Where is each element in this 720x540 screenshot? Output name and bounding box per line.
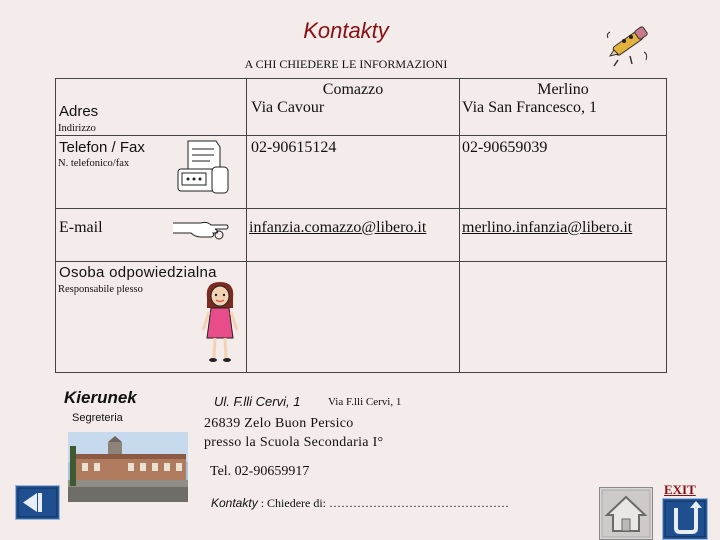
pointing-hand-icon	[171, 215, 231, 241]
row-sublabel-address: Indirizzo	[58, 123, 96, 134]
comazzo-address-cell	[247, 79, 460, 136]
row-label-address: Adres	[59, 103, 99, 120]
row-label-email: E-mail	[59, 219, 103, 236]
merlino-phone: 02-90659039	[462, 139, 548, 156]
footer-label: Kontakty	[211, 496, 258, 510]
page-title: Kontakty	[303, 18, 389, 43]
column-header-comazzo: Comazzo	[322, 81, 384, 98]
office-heading: Kierunek	[64, 388, 137, 407]
address-label-cell	[56, 79, 247, 136]
row-label-phone: Telefon / Fax	[59, 139, 145, 156]
fax-machine-icon	[174, 139, 234, 197]
footer-text: : Chiedere di: ………………………………………	[257, 496, 510, 510]
comazzo-email-link[interactable]: infanzia.comazzo@libero.it	[249, 219, 427, 236]
comazzo-responsible-cell	[247, 262, 460, 373]
comazzo-email-cell	[247, 209, 460, 262]
comazzo-phone-cell	[247, 136, 460, 209]
contact-table	[55, 78, 667, 373]
row-label-responsible: Osoba odpowiedzialna	[59, 264, 217, 281]
home-icon[interactable]	[599, 487, 653, 540]
office-address-it: Via F.lli Cervi, 1	[328, 396, 402, 408]
office-location: presso la Scuola Secondaria I°	[204, 435, 384, 450]
merlino-address-cell	[460, 79, 667, 136]
merlino-phone-cell	[460, 136, 667, 209]
return-icon[interactable]	[662, 498, 708, 540]
merlino-responsible-cell	[460, 262, 667, 373]
back-arrow-icon[interactable]	[15, 485, 60, 520]
office-address-pl: Ul. F.lli Cervi, 1	[214, 394, 301, 409]
pencil-mascot-icon	[604, 24, 652, 68]
office-phone: Tel. 02-90659917	[210, 464, 310, 479]
comazzo-phone: 02-90615124	[251, 139, 337, 156]
exit-link[interactable]: EXIT	[664, 482, 696, 497]
responsible-label-cell	[56, 262, 247, 373]
footer-note	[211, 496, 509, 511]
row-sublabel-responsible: Responsabile plesso	[58, 284, 143, 295]
merlino-email-link[interactable]: merlino.infanzia@libero.it	[462, 219, 633, 236]
office-subheading: Segreteria	[72, 412, 123, 424]
row-sublabel-phone: N. telefonico/fax	[58, 158, 130, 169]
column-header-merlino: Merlino	[537, 81, 589, 98]
comazzo-address: Via Cavour	[251, 99, 325, 116]
office-city: 26839 Zelo Buon Persico	[204, 416, 354, 431]
email-label-cell	[56, 209, 247, 262]
school-building-photo	[68, 432, 188, 502]
girl-figure-icon	[201, 280, 239, 364]
merlino-email-cell	[460, 209, 667, 262]
page-subtitle: A CHI CHIEDERE LE INFORMAZIONI	[244, 57, 448, 71]
phone-label-cell	[56, 136, 247, 209]
merlino-address: Via San Francesco, 1	[462, 99, 597, 116]
